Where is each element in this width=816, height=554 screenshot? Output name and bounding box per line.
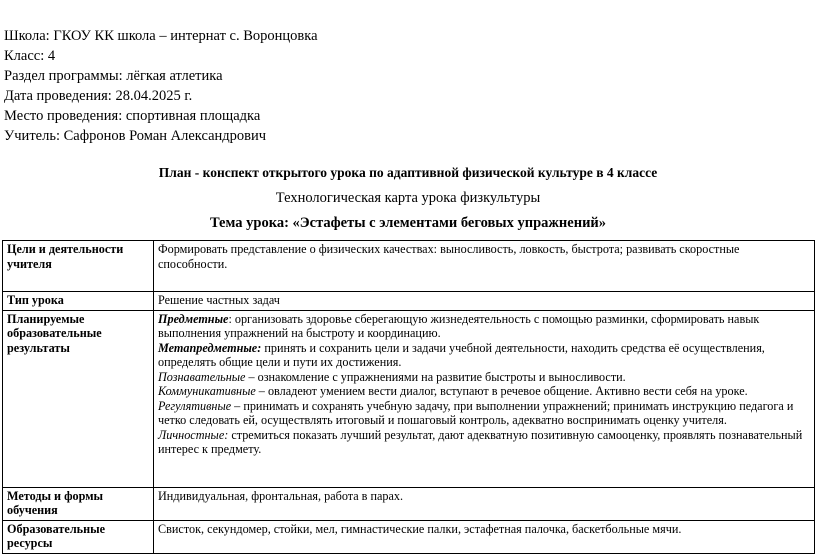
meta-results (158, 341, 810, 370)
cognitive-text: – ознакомление с упражнениями на развитие быстроты и выносливости. (245, 369, 626, 384)
meta-label: Метапредметные: (158, 340, 262, 355)
cognitive-results (158, 370, 810, 385)
school-line: Школа: ГКОУ КК школа – интернат с. Воронцовка (4, 28, 318, 44)
regulative-text: – принимать и сохранять учебную задачу, при выполнении упражнений; принимать инструкцию педагога и четко следовать ей, осуществлять итоговый и пошаговый контроль, адекватно воспринимать оценку учителя. (158, 398, 794, 427)
meta-text: принять и сохранить цели и задачи учебной деятельности, находить средства её осуществления, определять общие цели и пути их достижения. (158, 340, 765, 369)
table-row (3, 310, 815, 487)
teacher-line: Учитель: Сафронов Роман Александрович (4, 128, 267, 144)
table-row (3, 292, 815, 311)
personal-label: Личностные: (158, 427, 229, 442)
personal-text: стремиться показать лучший результат, дают адекватную позитивную самооценку, проявлять познавательный интерес к предмету. (158, 427, 803, 456)
resources-text: Свисток, секундомер, стойки, мел, гимнастические палки, эстафетная палочка, баскетбольные мячи. (154, 520, 815, 553)
section-line: Раздел программы: лёгкая атлетика (4, 68, 223, 84)
cognitive-label: Познавательные (158, 369, 246, 384)
resources-label: Образовательные ресурсы (3, 520, 154, 553)
communicative-results (158, 384, 810, 399)
results-text (154, 310, 815, 487)
lesson-topic: Тема урока: «Эстафеты с элементами беговых упражнений» (209, 215, 607, 231)
lesson-plan-table (2, 240, 815, 554)
communicative-text: – овладеют умением вести диалог, вступают в речевое общение. Активно вести себя на уроке. (255, 384, 748, 398)
subject-text: : организовать здоровье сберегающую жизнедеятельность с помощью разминки, сформировать навык выполнения упражнений на быстроту и координацию. (158, 311, 760, 340)
regulative-label: Регулятивные (158, 398, 232, 413)
table-row (3, 487, 815, 520)
document-title: План - конспект открытого урока по адаптивной физической культуре в 4 классе (158, 165, 658, 180)
date-line: Дата проведения: 28.04.2025 г. (4, 88, 193, 104)
table-row (3, 241, 815, 292)
regulative-results (158, 399, 810, 428)
lesson-info (4, 26, 318, 146)
methods-label: Методы и формы обучения (3, 487, 154, 520)
results-label: Планируемые образовательные результаты (3, 310, 154, 487)
goals-text: Формировать представление о физических качествах: выносливость, ловкость, быстрота; развивать скоростные способности. (154, 241, 815, 292)
subject-label: Предметные (158, 311, 229, 326)
personal-results (158, 428, 810, 457)
table-row (3, 520, 815, 553)
type-label: Тип урока (3, 292, 154, 311)
type-text: Решение частных задач (154, 292, 815, 311)
subject-results (158, 312, 810, 341)
methods-text: Индивидуальная, фронтальная, работа в парах. (154, 487, 815, 520)
goals-label: Цели и деятельности учителя (3, 241, 154, 292)
grade-line: Класс: 4 (4, 48, 56, 64)
document-subtitle: Технологическая карта урока физкультуры (275, 190, 541, 206)
communicative-label: Коммуникативные (158, 384, 256, 398)
place-line: Место проведения: спортивная площадка (4, 108, 261, 124)
